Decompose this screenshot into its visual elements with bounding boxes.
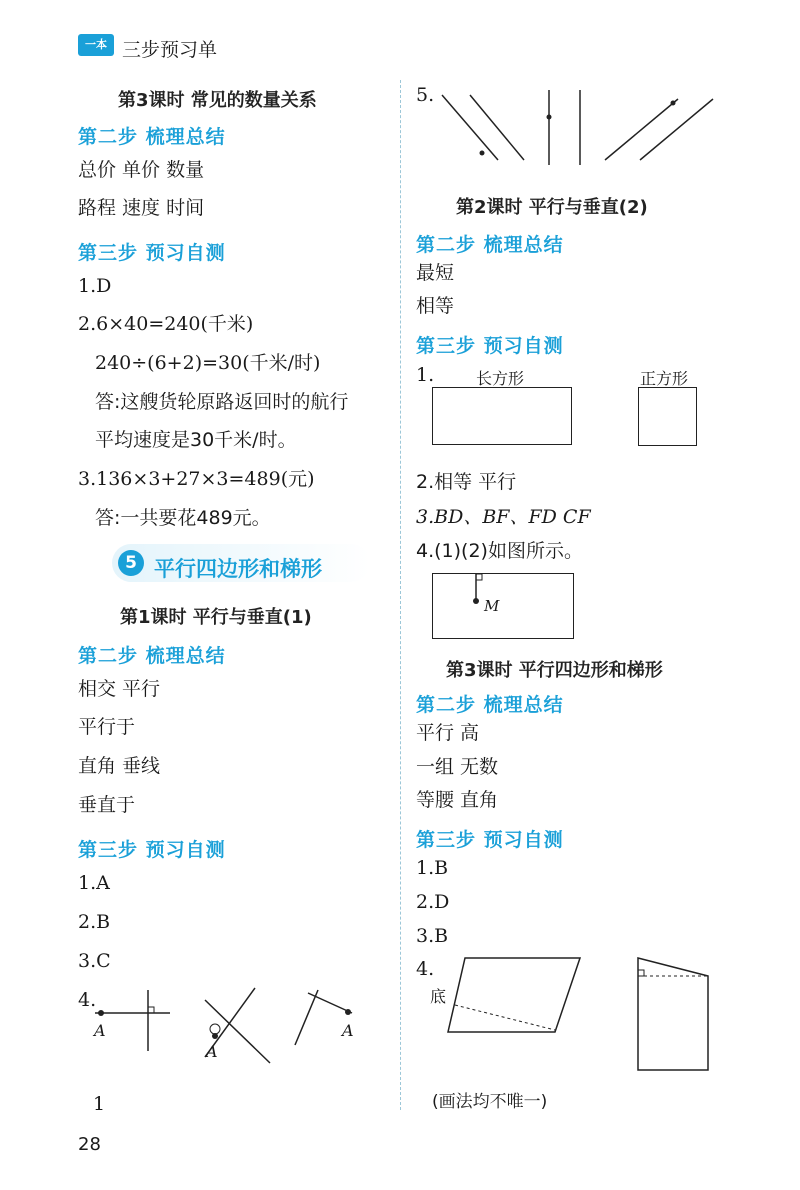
lesson1-step3-heading: 第三步 预习自测 — [78, 839, 226, 861]
answer-3-line2: 答:一共要花489元。 — [95, 507, 271, 529]
parallelogram-trapezoid-figure — [430, 950, 720, 1080]
lesson3b-answer-3: 3.B — [416, 925, 449, 947]
header-title: 三步预习单 — [122, 39, 218, 61]
r-q2: 2.相等 平行 — [416, 471, 517, 493]
parallelogram-height — [455, 1005, 555, 1030]
perpendicular-figures — [90, 985, 370, 1065]
lesson1-q4-label: 4. — [78, 989, 97, 1011]
fig3-point — [345, 1009, 351, 1015]
right-angle-mark — [476, 574, 482, 580]
trapezoid-right-angle-mark — [638, 970, 644, 976]
rectangle-label: 长方形 — [476, 369, 525, 388]
fig2-angle-mark — [210, 1024, 220, 1034]
q4-perpendicular-figure — [432, 573, 574, 639]
trailing-mark: 1 — [93, 1093, 106, 1115]
parallelogram — [448, 958, 580, 1032]
answer-3-line1: 3.136×3+27×3=489(元) — [78, 468, 315, 490]
fig1-right-angle-mark — [148, 1007, 154, 1013]
base-label: 底 — [430, 987, 447, 1006]
lesson3b-line-2: 一组 无数 — [416, 756, 499, 778]
unit-number-badge: 5 — [118, 550, 144, 576]
lesson1-line-2: 平行于 — [78, 716, 136, 738]
unit-title: 平行四边形和梯形 — [154, 557, 322, 581]
lesson3-title: 第3课时 常见的数量关系 — [118, 90, 317, 111]
fig1-point — [98, 1010, 104, 1016]
line-5 — [605, 99, 678, 160]
square-label: 正方形 — [640, 369, 689, 388]
page-number: 28 — [78, 1134, 101, 1155]
fig2-point — [212, 1033, 218, 1039]
answer-2-line4: 平均速度是30千米/时。 — [95, 429, 297, 451]
line-5-point — [671, 101, 676, 106]
lesson1-title: 第1课时 平行与垂直(1) — [120, 607, 312, 628]
column-divider — [400, 80, 401, 1110]
lesson2-step3-heading: 第三步 预习自测 — [416, 335, 564, 357]
lesson2-line-2: 相等 — [416, 295, 455, 317]
line-2 — [470, 95, 524, 160]
lesson3b-line-1: 平行 高 — [416, 722, 480, 744]
lesson3b-title: 第3课时 平行四边形和梯形 — [446, 660, 663, 681]
lesson1-line-1: 相交 平行 — [78, 678, 161, 700]
lesson3b-q4-label: 4. — [416, 958, 435, 980]
lesson1-step2-heading: 第二步 梳理总结 — [78, 645, 226, 667]
answer-1: 1.D — [78, 275, 112, 297]
step2-heading: 第二步 梳理总结 — [78, 126, 226, 148]
r-q4: 4.(1)(2)如图所示。 — [416, 540, 583, 562]
r-q3: 3.BD、BF、FD CF — [416, 506, 591, 528]
fig3-line-a — [295, 990, 318, 1045]
line-1-point — [480, 151, 485, 156]
lesson1-answer-2: 2.B — [78, 911, 111, 933]
lesson3b-line-3: 等腰 直角 — [416, 789, 499, 811]
trapezoid — [638, 958, 708, 1070]
lesson1-answer-1: 1.A — [78, 872, 110, 894]
point-m-label: M — [484, 597, 500, 615]
fig2-point-label: A — [206, 1042, 218, 1061]
r-q1-label: 1. — [416, 364, 435, 386]
step2-line-2: 路程 速度 时间 — [78, 197, 205, 219]
point-m — [473, 598, 479, 604]
drawing-note: (画法均不唯一) — [432, 1092, 548, 1112]
lesson1-answer-3: 3.C — [78, 950, 111, 972]
answer-2-line3: 答:这艘货轮原路返回时的航行 — [95, 391, 349, 413]
lesson1-line-4: 垂直于 — [78, 794, 136, 816]
answer-2-line2: 240÷(6+2)=30(千米/时) — [95, 352, 321, 374]
lesson3b-answer-1: 1.B — [416, 857, 449, 879]
q5-label: 5. — [416, 84, 435, 106]
lesson1-line-3: 直角 垂线 — [78, 755, 161, 777]
lesson3b-step2-heading: 第二步 梳理总结 — [416, 694, 564, 716]
lesson3b-answer-2: 2.D — [416, 891, 450, 913]
lesson3b-step3-heading: 第三步 预习自测 — [416, 829, 564, 851]
lesson2-title: 第2课时 平行与垂直(2) — [456, 197, 648, 218]
lesson2-step2-heading: 第二步 梳理总结 — [416, 234, 564, 256]
line-3-point — [547, 115, 552, 120]
rectangle-shape — [432, 387, 572, 445]
brand-logo: 一本 — [78, 34, 114, 56]
fig3-point-label: A — [342, 1021, 354, 1040]
square-shape — [638, 387, 697, 446]
step3-heading: 第三步 预习自测 — [78, 242, 226, 264]
answer-2-line1: 2.6×40=240(千米) — [78, 313, 254, 335]
lesson2-line-1: 最短 — [416, 262, 455, 284]
line-1 — [442, 95, 498, 160]
step2-line-1: 总价 单价 数量 — [78, 159, 205, 181]
line-6 — [640, 99, 713, 160]
fig3-line-b — [308, 993, 352, 1013]
parallel-lines-figure — [430, 85, 730, 175]
fig1-point-label: A — [94, 1021, 106, 1040]
